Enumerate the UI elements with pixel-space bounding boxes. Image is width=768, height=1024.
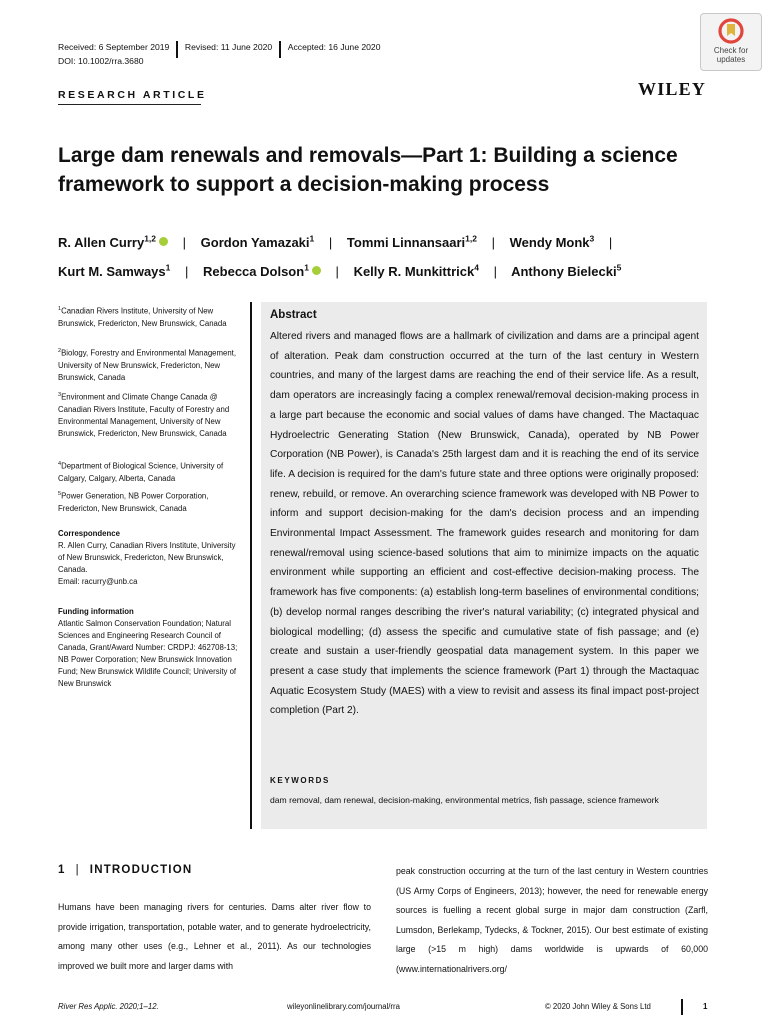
received-date: Received: 6 September 2019: [58, 41, 170, 52]
article-type-rule: [58, 104, 201, 105]
footer-divider: [681, 999, 683, 1015]
section-title: INTRODUCTION: [89, 864, 193, 876]
article-dates: [58, 38, 380, 55]
author-separator: |: [328, 235, 333, 251]
author[interactable]: Anthony Bielecki$^5$: [511, 262, 622, 279]
keywords-text: dam removal, dam renewal, decision-making, environmental metrics, fish passage, science framework: [270, 795, 659, 805]
badge-line-1: Check for: [713, 46, 749, 55]
affiliation: $^4$Department of Biological Science, University of Calgary, Calgary, Alberta, Canada: [58, 461, 224, 483]
correspondence: [58, 528, 243, 588]
doi[interactable]: DOI: 10.1002/rra.3680: [58, 56, 144, 66]
publisher-logo[interactable]: WILEY: [638, 79, 707, 99]
check-for-updates-badge[interactable]: [700, 13, 762, 71]
article-type: RESEARCH ARTICLE: [58, 89, 207, 101]
abstract-text: Altered rivers and managed flows are a hallmark of civilization and dams are a principal agent of alteration. Peak dam construction occurred at the turn of the last century in Western countries, and many of the largest dams are reaching the end of their service life. As a result, dam operators are increasingly facing a complex renewal/removal decision-making process in a large part because the economic and social values of dams have changed. The Mactaquac Hydroelectric Generating Station (New Brunswick, Canada), operated by NB Power Corporation (NB Power), is Canada's 25th largest dam and it is reaching the end of its service life. A decision is required for the dam's future state and three options were originally proposed: renew, rebuild, or remove. An overarching science framework was developed with NB Power to inform and support decision-making for the dam's decision process and an impending Environmental Impact Assessment. The framework guides research and monitoring for dam renewal/removal using science-based solutions that aim to minimize impacts on the aquatic environment while supporting an efficient and cost-effective decision-making process. The framework has five components: (a) establish long-term baselines of environmental conditions; (b) develop normal ranges describing the river's natural variability; (c) integrated physical and biological modelling; (d) assess the specific and cumulative state of fish passage; and (e) create and sustain a user-friendly geospatial data management system. In this paper we present a case study that implements the science framework (Part 1) through the Mactaquac Aquatic Ecosystem Study (MAES) with a view to revisit and assess its final impact post-project completion (Part 2).: [270, 331, 699, 717]
keywords-heading: KEYWORDS: [270, 776, 330, 785]
section-separator: |: [75, 864, 80, 876]
affiliation: $^1$Canadian Rivers Institute, University of New Brunswick, Fredericton, New Brunswick, Canada: [58, 306, 227, 328]
badge-line-2: updates: [716, 55, 746, 64]
footer-url[interactable]: wileyonlinelibrary.com/journal/rra: [287, 1002, 400, 1011]
author-separator: |: [493, 263, 497, 279]
check-for-updates-icon: [718, 18, 744, 44]
author[interactable]: Gordon Yamazaki$^1$: [200, 234, 315, 251]
section-number: 1: [58, 864, 66, 876]
author-list: [58, 227, 623, 284]
author-separator: |: [491, 235, 495, 251]
correspondence-text: R. Allen Curry, Canadian Rivers Institute, University of New Brunswick, Fredericton, New Brunswick, Canada.: [58, 541, 236, 574]
author[interactable]: Rebecca Dolson$^1$: [203, 264, 321, 279]
page-number: 1: [703, 1002, 708, 1011]
author-separator: |: [182, 235, 187, 251]
orcid-icon[interactable]: [312, 266, 321, 275]
funding-text: Atlantic Salmon Conservation Foundation; Natural Sciences and Engineering Research Council of Canada, Grant/Award Number: CRDPJ: 462708-13; NB Power Corporation; New Brunswick Innovation Fund; New Brunswick Wildlife Council; University of New Brunswick: [58, 619, 238, 688]
intro-column-right: peak construction occurring at the turn of the last century in Western countries (US Army Corps of Engineers, 2013); however, the need for renewable energy sources is fuelling a recent global surge in major dam construction (Zarfl, Lumsdon, Berlekamp, Tydecks, & Tockner, 2015). Our best estimate of existing large (>15 m high) dams worldwide is upwards of 60,000 (www.internationalrivers.org/: [396, 866, 708, 974]
intro-column-left: Humans have been managing rivers for centuries. Dams alter river flow to provide irrigation, transportation, potable water, and to generate hydroelectricity, among many other uses (e.g., Lehner et al., 2011). As our technologies improved we built more and larger dams with: [58, 902, 371, 971]
affiliation: $^3$Environment and Climate Change Canada @ Canadian Rivers Institute, Faculty of Forestry and Environmental Management, University of New Brunswick, Fredericton, New Brunswick, Canada: [58, 392, 230, 438]
affiliation: $^2$Biology, Forestry and Environmental Management, University of New Brunswick, Fredericton, New Brunswick, Canada: [58, 348, 237, 382]
abstract-divider: [250, 302, 252, 829]
affiliation: $^5$Power Generation, NB Power Corporation, Fredericton, New Brunswick, Canada: [58, 491, 209, 513]
author[interactable]: Kurt M. Samways$^1$: [58, 262, 171, 279]
section-heading-introduction: [58, 864, 192, 876]
abstract-heading: Abstract: [270, 309, 317, 321]
author-row-1: [58, 227, 623, 255]
revised-date: Revised: 11 June 2020: [184, 41, 273, 52]
author-row-2: [58, 255, 623, 283]
author[interactable]: Tommi Linnansaari$^{1,2}$: [346, 234, 477, 251]
accepted-date: Accepted: 16 June 2020: [287, 41, 381, 52]
date-divider: [279, 41, 281, 58]
author[interactable]: Wendy Monk$^3$: [509, 234, 595, 251]
author[interactable]: R. Allen Curry$^{1,2}$: [58, 235, 168, 250]
author[interactable]: Kelly R. Munkittrick$^4$: [353, 262, 479, 279]
author-separator: |: [608, 235, 613, 251]
orcid-icon[interactable]: [159, 237, 168, 246]
correspondence-email[interactable]: Email: racurry@unb.ca: [58, 577, 138, 586]
author-separator: |: [335, 263, 339, 279]
funding-heading: Funding information: [58, 607, 134, 616]
date-divider: [176, 41, 178, 58]
footer-journal: River Res Applic. 2020;1–12.: [58, 1002, 159, 1011]
footer-copyright: © 2020 John Wiley & Sons Ltd: [545, 1002, 651, 1011]
article-title: Large dam renewals and removals—Part 1: Building a science framework to support a decision-making process: [58, 144, 678, 196]
author-separator: |: [185, 263, 189, 279]
funding-information: [58, 606, 243, 690]
correspondence-heading: Correspondence: [58, 529, 120, 538]
